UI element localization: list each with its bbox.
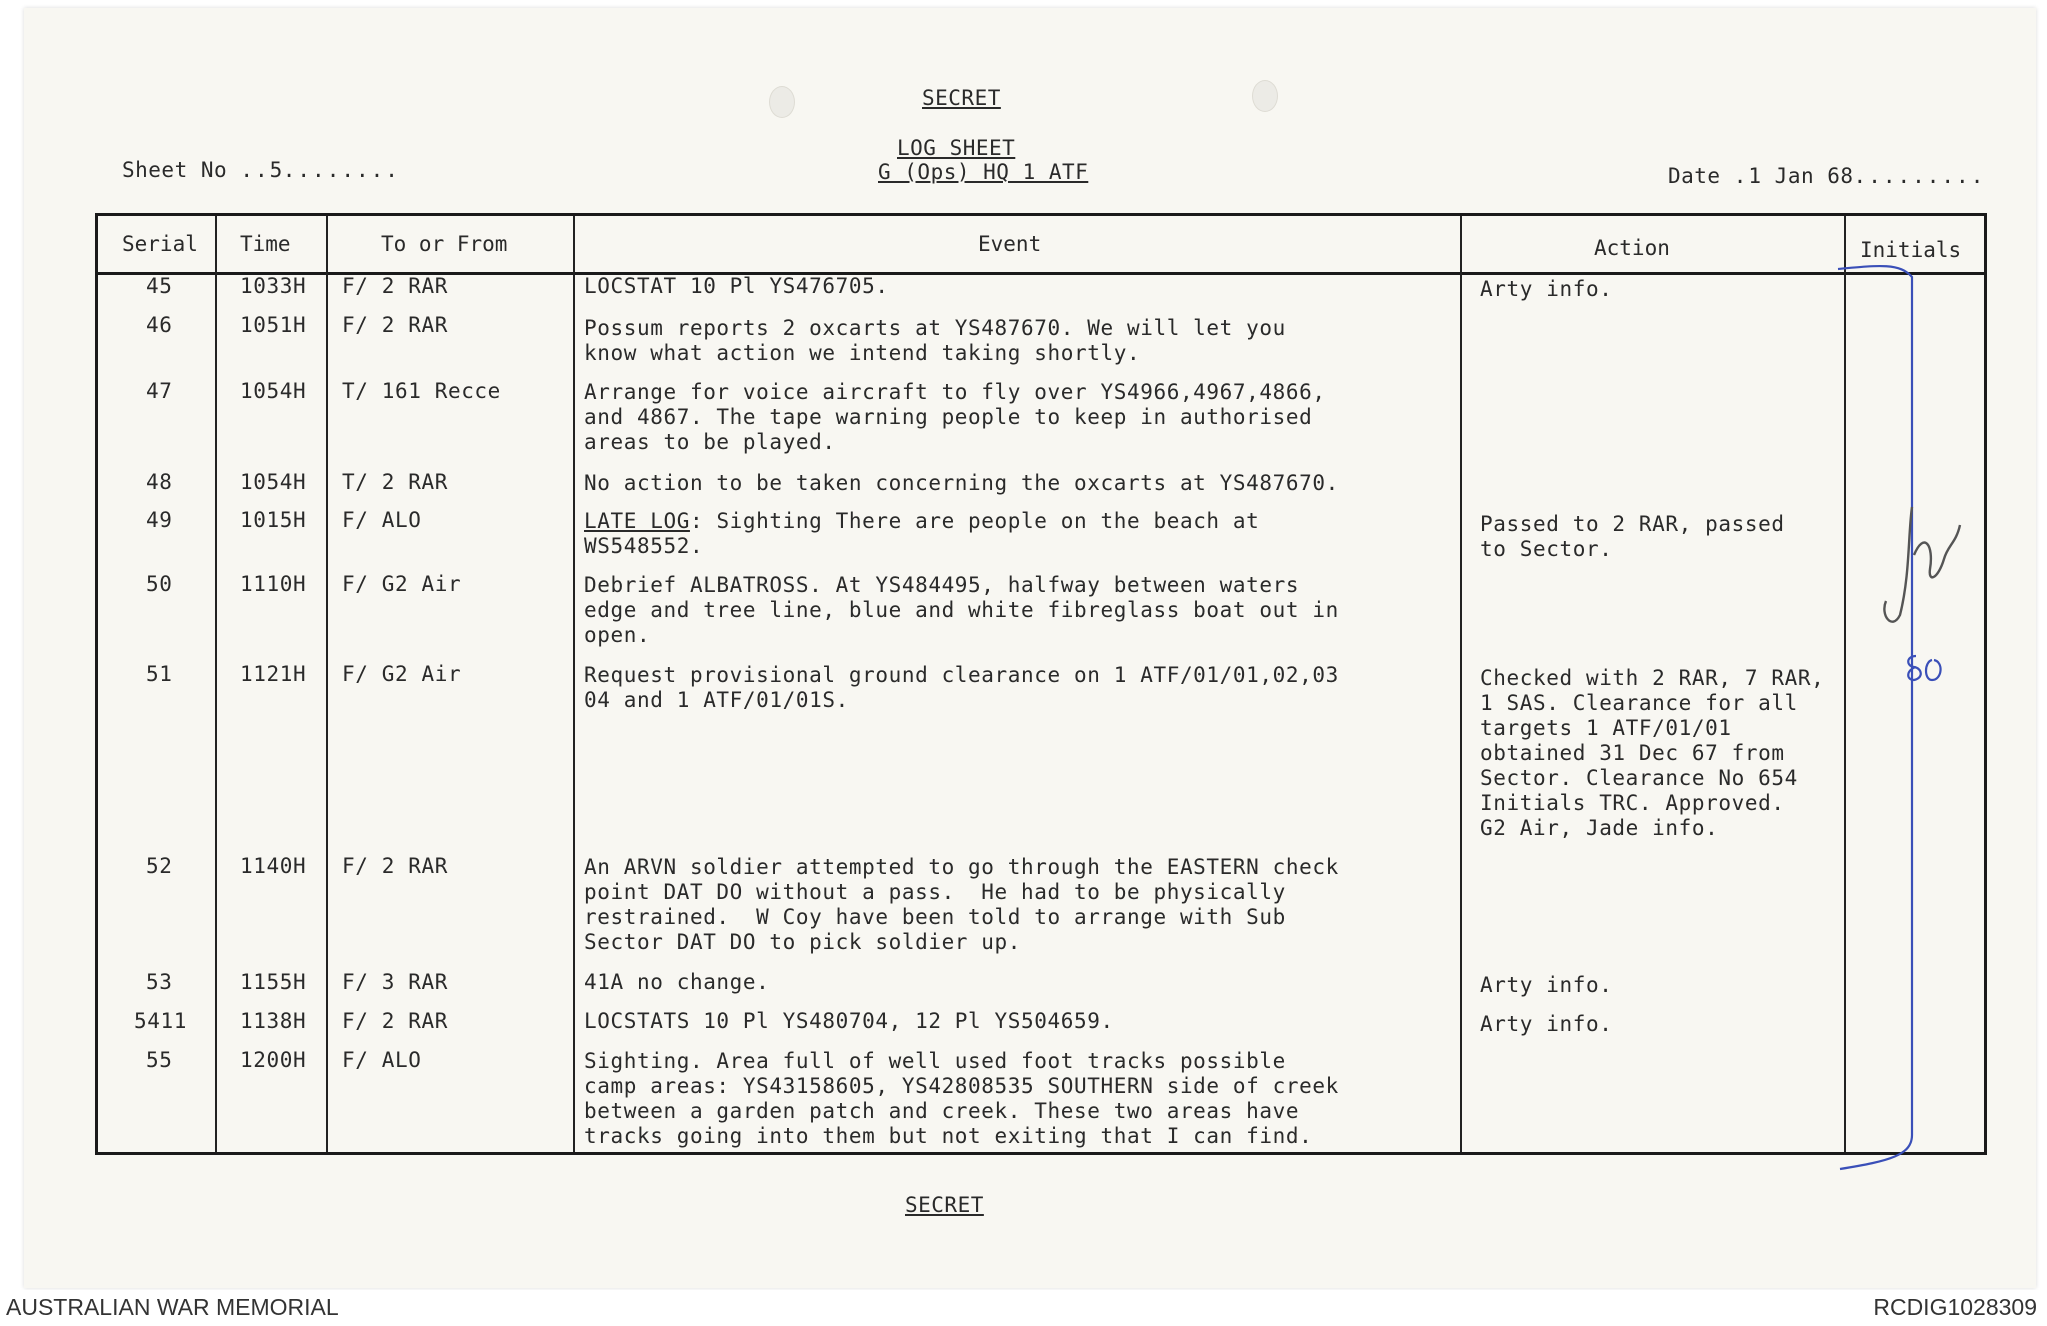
event-cell: LOCSTAT 10 Pl YS476705. bbox=[584, 274, 889, 298]
time-cell: 1015H bbox=[240, 508, 307, 532]
handwritten-initials-jw bbox=[1878, 495, 1968, 635]
date-label: Date bbox=[1668, 164, 1721, 188]
to-from-cell: F/ 2 RAR bbox=[342, 313, 448, 337]
col-header-action: Action bbox=[1594, 236, 1670, 260]
serial-cell: 55 bbox=[146, 1048, 173, 1072]
date-field: Date .1 Jan 68......... bbox=[1668, 164, 1986, 188]
handwritten-initials-80 bbox=[1902, 650, 1952, 690]
serial-cell: 52 bbox=[146, 854, 173, 878]
late-log-label: LATE LOG bbox=[584, 509, 690, 533]
sheet-label: Sheet No bbox=[122, 158, 228, 182]
time-cell: 1110H bbox=[240, 572, 307, 596]
time-cell: 1054H bbox=[240, 470, 307, 494]
event-cell: An ARVN soldier attempted to go through the EASTERN check point DAT DO without a pass. He had to be physically restrained. W Coy have been told to arrange with Sub Sector DAT DO to pick soldier up. bbox=[584, 855, 1339, 954]
to-from-cell: F/ 2 RAR bbox=[342, 854, 448, 878]
col-header-serial: Serial bbox=[122, 232, 198, 256]
handwritten-bracket-mark bbox=[1820, 255, 1980, 1185]
to-from-cell: F/ G2 Air bbox=[342, 572, 462, 596]
serial-cell: 49 bbox=[146, 508, 173, 532]
date-value: 1 Jan 68 bbox=[1748, 164, 1854, 188]
action-cell: Arty info. bbox=[1480, 277, 1613, 301]
to-from-cell: F/ 2 RAR bbox=[342, 274, 448, 298]
serial-cell: 48 bbox=[146, 470, 173, 494]
event-cell: Sighting. Area full of well used foot tracks possible camp areas: YS43158605, YS42808535 SOUTHERN side of creek between a garden patch and creek. These two areas have tracks going into them but not exiting that I can find. bbox=[584, 1049, 1339, 1148]
event-cell: Request provisional ground clearance on 1 ATF/01/01,02,03 04 and 1 ATF/01/01S. bbox=[584, 663, 1339, 712]
log-table bbox=[95, 213, 1987, 1155]
unit-name: G (Ops) HQ 1 ATF bbox=[878, 160, 1089, 184]
time-cell: 1138H bbox=[240, 1009, 307, 1033]
classification-bottom: SECRET bbox=[905, 1193, 984, 1217]
log-title: LOG SHEET bbox=[897, 136, 1016, 160]
punch-hole-right bbox=[1252, 80, 1278, 112]
sheet-number: 5 bbox=[269, 158, 283, 182]
to-from-cell: F/ ALO bbox=[342, 1048, 422, 1072]
col-header-event: Event bbox=[978, 232, 1042, 256]
action-cell: Arty info. bbox=[1480, 973, 1613, 997]
action-cell: Checked with 2 RAR, 7 RAR, 1 SAS. Clearance for all targets 1 ATF/01/01 obtained 31 Dec 67 from Sector. Clearance No 654 Initials TRC. Approved. G2 Air, Jade info. bbox=[1480, 666, 1825, 840]
serial-cell: 47 bbox=[146, 379, 173, 403]
time-cell: 1033H bbox=[240, 274, 307, 298]
to-from-cell: T/ 2 RAR bbox=[342, 470, 448, 494]
serial-cell: 5411 bbox=[134, 1009, 187, 1033]
time-cell: 1155H bbox=[240, 970, 307, 994]
serial-cell: 53 bbox=[146, 970, 173, 994]
event-cell: LOCSTATS 10 Pl YS480704, 12 Pl YS504659. bbox=[584, 1009, 1114, 1033]
time-cell: 1140H bbox=[240, 854, 307, 878]
to-from-cell: F/ ALO bbox=[342, 508, 422, 532]
archive-name: AUSTRALIAN WAR MEMORIAL bbox=[6, 1294, 339, 1320]
serial-cell: 51 bbox=[146, 662, 173, 686]
event-cell: 41A no change. bbox=[584, 970, 770, 994]
time-cell: 1054H bbox=[240, 379, 307, 403]
time-cell: 1200H bbox=[240, 1048, 307, 1072]
event-cell: LATE LOG: Sighting There are people on the beach at WS548552. bbox=[584, 509, 1260, 558]
to-from-cell: F/ 2 RAR bbox=[342, 1009, 448, 1033]
to-from-cell: F/ 3 RAR bbox=[342, 970, 448, 994]
serial-cell: 46 bbox=[146, 313, 173, 337]
action-cell: Arty info. bbox=[1480, 1012, 1613, 1036]
time-cell: 1121H bbox=[240, 662, 307, 686]
record-id: RCDIG1028309 bbox=[1873, 1294, 2037, 1320]
sheet-number-field: Sheet No ..5........ bbox=[122, 158, 400, 182]
classification-top: SECRET bbox=[922, 86, 1001, 110]
action-cell: Passed to 2 RAR, passed to Sector. bbox=[1480, 512, 1785, 561]
punch-hole-left bbox=[769, 86, 795, 118]
to-from-cell: T/ 161 Recce bbox=[342, 379, 501, 403]
event-cell: Debrief ALBATROSS. At YS484495, halfway between waters edge and tree line, blue and white fibreglass boat out in open. bbox=[584, 573, 1339, 647]
col-header-to-from: To or From bbox=[381, 232, 508, 256]
event-cell: Possum reports 2 oxcarts at YS487670. We will let you know what action we intend taking shortly. bbox=[584, 316, 1286, 365]
event-cell: Arrange for voice aircraft to fly over YS4966,4967,4866, and 4867. The tape warning people to keep in authorised areas to be played. bbox=[584, 380, 1326, 454]
event-cell: No action to be taken concerning the oxcarts at YS487670. bbox=[584, 471, 1339, 495]
serial-cell: 50 bbox=[146, 572, 173, 596]
col-header-initials: Initials bbox=[1860, 238, 1962, 262]
to-from-cell: F/ G2 Air bbox=[342, 662, 462, 686]
col-header-time: Time bbox=[240, 232, 291, 256]
serial-cell: 45 bbox=[146, 274, 173, 298]
time-cell: 1051H bbox=[240, 313, 307, 337]
